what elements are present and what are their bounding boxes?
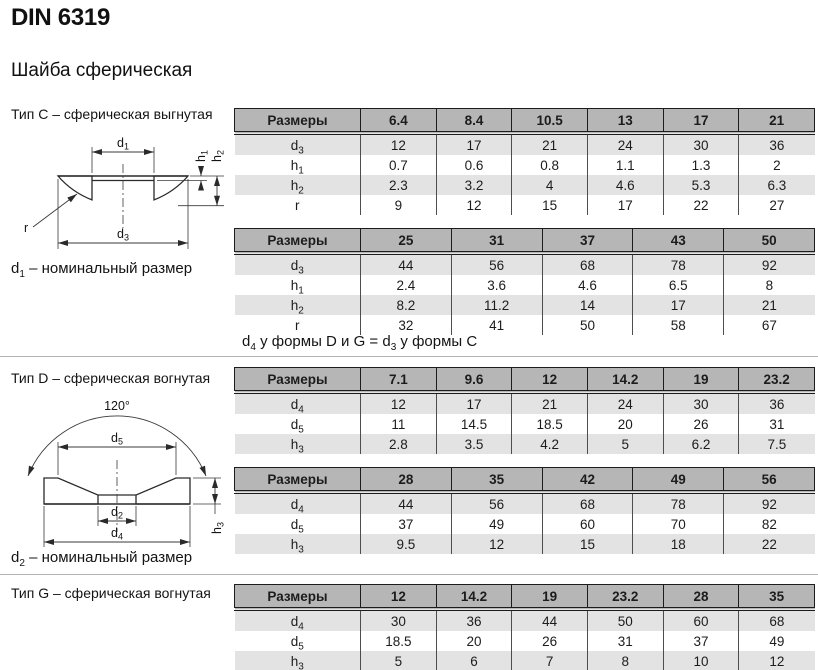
column-header: 14.2 <box>587 368 663 393</box>
caption-d2-nominal: $d_2$ – номинальный размер <box>11 549 193 569</box>
caption-d1-nominal: $d_1$ – номинальный размер <box>11 260 193 280</box>
type-d-table-small-sizes <box>234 367 815 454</box>
page-title: DIN 6319 <box>11 4 110 31</box>
type-d-drawing <box>12 386 230 554</box>
value-cell: 8.2 <box>361 295 452 315</box>
value-cell: 78 <box>633 253 724 275</box>
value-cell: 92 <box>761 257 777 273</box>
value-cell: 60 <box>663 609 739 631</box>
value-cell: 14 <box>542 295 633 315</box>
dim-label-h2: $h_2$ <box>210 150 226 162</box>
table-row <box>235 631 815 651</box>
column-header: 12 <box>512 368 588 393</box>
value-cell: 7.5 <box>767 436 787 452</box>
dim-label-h3: $h_3$ <box>210 522 226 534</box>
value-cell: 4 <box>512 175 588 195</box>
value-cell: 70 <box>633 514 724 534</box>
section-divider <box>0 574 818 575</box>
column-header: 50 <box>724 229 815 254</box>
value-cell: 2 <box>773 157 781 173</box>
column-header: 10.5 <box>512 109 588 134</box>
value-cell: 50 <box>542 315 633 335</box>
value-cell: 8 <box>765 277 774 293</box>
value-cell: 17 <box>436 133 512 155</box>
value-cell: 22 <box>663 195 739 215</box>
value-cell: 27 <box>769 197 785 213</box>
type-g-table <box>234 584 815 670</box>
table-row <box>235 253 815 275</box>
value-cell: 22 <box>761 536 777 552</box>
column-header: 23.2 <box>739 368 815 393</box>
value-cell: 4.2 <box>512 434 588 454</box>
type-c-table-small-sizes <box>234 108 815 215</box>
value-cell: 0.7 <box>361 155 437 175</box>
table-corner-label: Размеры <box>235 368 361 393</box>
row-label: $d_5$ <box>235 514 361 534</box>
column-header: 6.4 <box>361 109 437 134</box>
value-cell: 20 <box>587 414 663 434</box>
value-cell: 56 <box>451 253 542 275</box>
value-cell: 18 <box>633 534 724 554</box>
value-cell: 49 <box>451 514 542 534</box>
column-header: 7.1 <box>361 368 437 393</box>
header-row <box>235 468 815 493</box>
value-cell: 0.6 <box>436 155 512 175</box>
column-header: 25 <box>361 229 452 254</box>
value-cell: 3.2 <box>436 175 512 195</box>
column-header: 12 <box>361 585 437 610</box>
value-cell: 2.8 <box>361 434 437 454</box>
table-row <box>235 175 815 195</box>
table-corner-label: Размеры <box>235 585 361 610</box>
table-row <box>235 195 815 215</box>
dimension-lines <box>28 416 221 547</box>
value-cell: 12 <box>361 392 437 414</box>
row-label: $d_4$ <box>235 492 361 514</box>
value-cell: 58 <box>633 315 724 335</box>
dim-label-r: r <box>24 221 29 235</box>
column-header: 23.2 <box>587 585 663 610</box>
value-cell: 17 <box>633 295 724 315</box>
value-cell: 10 <box>663 651 739 670</box>
value-cell: 68 <box>769 613 785 629</box>
page-subtitle: Шайба сферическая <box>11 60 193 81</box>
value-cell: 21 <box>512 133 588 155</box>
value-cell: 2.3 <box>361 175 437 195</box>
column-header: 42 <box>542 468 633 493</box>
value-cell: 56 <box>451 492 542 514</box>
column-header: 9.6 <box>436 368 512 393</box>
value-cell: 44 <box>512 609 588 631</box>
row-label: $h_3$ <box>235 534 361 554</box>
value-cell: 5.3 <box>663 175 739 195</box>
value-cell: 30 <box>361 609 437 631</box>
column-header: 56 <box>724 468 815 493</box>
column-header: 35 <box>451 468 542 493</box>
table-row <box>235 315 815 335</box>
column-header: 43 <box>633 229 724 254</box>
value-cell: 37 <box>663 631 739 651</box>
value-cell: 17 <box>436 392 512 414</box>
value-cell: 9.5 <box>361 534 452 554</box>
row-label: $d_5$ <box>235 631 361 651</box>
row-label: r <box>235 195 361 215</box>
row-label: $h_2$ <box>235 295 361 315</box>
value-cell: 3.6 <box>451 275 542 295</box>
value-cell: 12 <box>451 534 542 554</box>
value-cell: 36 <box>769 396 785 412</box>
value-cell: 60 <box>542 514 633 534</box>
row-label: $d_4$ <box>235 609 361 631</box>
column-header: 35 <box>739 585 815 610</box>
type-d-table-large-sizes <box>234 467 815 554</box>
table-row <box>235 514 815 534</box>
column-header: 8.4 <box>436 109 512 134</box>
column-header: 13 <box>587 109 663 134</box>
value-cell: 21 <box>761 297 777 313</box>
table-row <box>235 651 815 670</box>
row-label: $d_3$ <box>235 253 361 275</box>
table-row <box>235 414 815 434</box>
value-cell: 2.4 <box>361 275 452 295</box>
section-divider <box>0 356 818 357</box>
value-cell: 31 <box>769 416 785 432</box>
value-cell: 68 <box>542 253 633 275</box>
value-cell: 7 <box>512 651 588 670</box>
table-row <box>235 155 815 175</box>
value-cell: 37 <box>361 514 452 534</box>
table-row <box>235 534 815 554</box>
row-label: $h_1$ <box>235 155 361 175</box>
value-cell: 15 <box>542 534 633 554</box>
value-cell: 78 <box>633 492 724 514</box>
column-header: 17 <box>663 109 739 134</box>
note-d4-equals-d3: $d_4$ у формы D и $G = d_3$ у формы C <box>242 333 478 353</box>
column-header: 19 <box>512 585 588 610</box>
table-corner-label: Размеры <box>235 468 361 493</box>
dim-label-d3: $d_3$ <box>117 227 129 243</box>
section-heading-type-d: Тип D – сферическая вогнутая <box>11 370 211 386</box>
value-cell: 68 <box>542 492 633 514</box>
value-cell: 30 <box>663 133 739 155</box>
dim-label-h1: $h_1$ <box>194 150 210 162</box>
column-header: 31 <box>451 229 542 254</box>
column-header: 14.2 <box>436 585 512 610</box>
column-header: 28 <box>663 585 739 610</box>
value-cell: 14.5 <box>436 414 512 434</box>
value-cell: 24 <box>587 133 663 155</box>
value-cell: 17 <box>587 195 663 215</box>
value-cell: 12 <box>361 133 437 155</box>
header-row <box>235 229 815 254</box>
value-cell: 24 <box>587 392 663 414</box>
value-cell: 5 <box>587 434 663 454</box>
type-c-table-large-sizes <box>234 228 815 335</box>
value-cell: 6.2 <box>663 434 739 454</box>
table-row <box>235 392 815 414</box>
value-cell: 12 <box>769 653 785 669</box>
row-label: $d_5$ <box>235 414 361 434</box>
row-label: $h_3$ <box>235 651 361 670</box>
value-cell: 50 <box>587 609 663 631</box>
value-cell: 1.3 <box>663 155 739 175</box>
dim-label-d4: $d_4$ <box>111 526 123 542</box>
column-header: 37 <box>542 229 633 254</box>
section-heading-type-c: Тип C – сферическая выгнутая <box>11 106 213 122</box>
value-cell: 5 <box>361 651 437 670</box>
value-cell: 32 <box>361 315 452 335</box>
header-row <box>235 585 815 610</box>
value-cell: 3.5 <box>436 434 512 454</box>
value-cell: 12 <box>436 195 512 215</box>
value-cell: 4.6 <box>542 275 633 295</box>
header-row <box>235 368 815 393</box>
value-cell: 30 <box>663 392 739 414</box>
table-row <box>235 133 815 155</box>
dim-label-d5: $d_5$ <box>111 431 123 447</box>
table-row <box>235 609 815 631</box>
value-cell: 1.1 <box>587 155 663 175</box>
header-row <box>235 109 815 134</box>
column-header: 19 <box>663 368 739 393</box>
washer-cross-section <box>58 164 188 228</box>
value-cell: 44 <box>361 253 452 275</box>
value-cell: 26 <box>512 631 588 651</box>
value-cell: 18.5 <box>512 414 588 434</box>
value-cell: 20 <box>436 631 512 651</box>
value-cell: 67 <box>761 317 777 333</box>
value-cell: 36 <box>769 137 785 153</box>
value-cell: 6.3 <box>767 177 787 193</box>
table-row <box>235 275 815 295</box>
value-cell: 11.2 <box>451 295 542 315</box>
row-label: $h_3$ <box>235 434 361 454</box>
value-cell: 9 <box>361 195 437 215</box>
value-cell: 8 <box>587 651 663 670</box>
table-row <box>235 492 815 514</box>
table-row <box>235 434 815 454</box>
value-cell: 82 <box>761 516 777 532</box>
row-label: $h_2$ <box>235 175 361 195</box>
value-cell: 92 <box>761 496 777 512</box>
table-corner-label: Размеры <box>235 229 361 254</box>
value-cell: 11 <box>361 414 437 434</box>
row-label: $d_3$ <box>235 133 361 155</box>
type-c-drawing <box>20 128 230 260</box>
section-heading-type-g: Тип G – сферическая вогнутая <box>11 585 211 601</box>
table-corner-label: Размеры <box>235 109 361 134</box>
row-label: $d_4$ <box>235 392 361 414</box>
value-cell: 26 <box>663 414 739 434</box>
value-cell: 0.8 <box>512 155 588 175</box>
value-cell: 36 <box>436 609 512 631</box>
value-cell: 15 <box>512 195 588 215</box>
value-cell: 18.5 <box>361 631 437 651</box>
value-cell: 6 <box>436 651 512 670</box>
column-header: 21 <box>739 109 815 134</box>
value-cell: 49 <box>769 633 785 649</box>
value-cell: 4.6 <box>587 175 663 195</box>
column-header: 28 <box>361 468 452 493</box>
dim-label-d2: $d_2$ <box>111 505 123 521</box>
value-cell: 6.5 <box>633 275 724 295</box>
row-label: r <box>235 315 361 335</box>
dim-label-d1: $d_1$ <box>117 136 129 152</box>
column-header: 49 <box>633 468 724 493</box>
table-row <box>235 295 815 315</box>
value-cell: 21 <box>512 392 588 414</box>
angle-label-120: 120° <box>104 399 130 413</box>
row-label: $h_1$ <box>235 275 361 295</box>
value-cell: 44 <box>361 492 452 514</box>
value-cell: 31 <box>587 631 663 651</box>
value-cell: 41 <box>451 315 542 335</box>
dimension-labels <box>104 399 225 542</box>
